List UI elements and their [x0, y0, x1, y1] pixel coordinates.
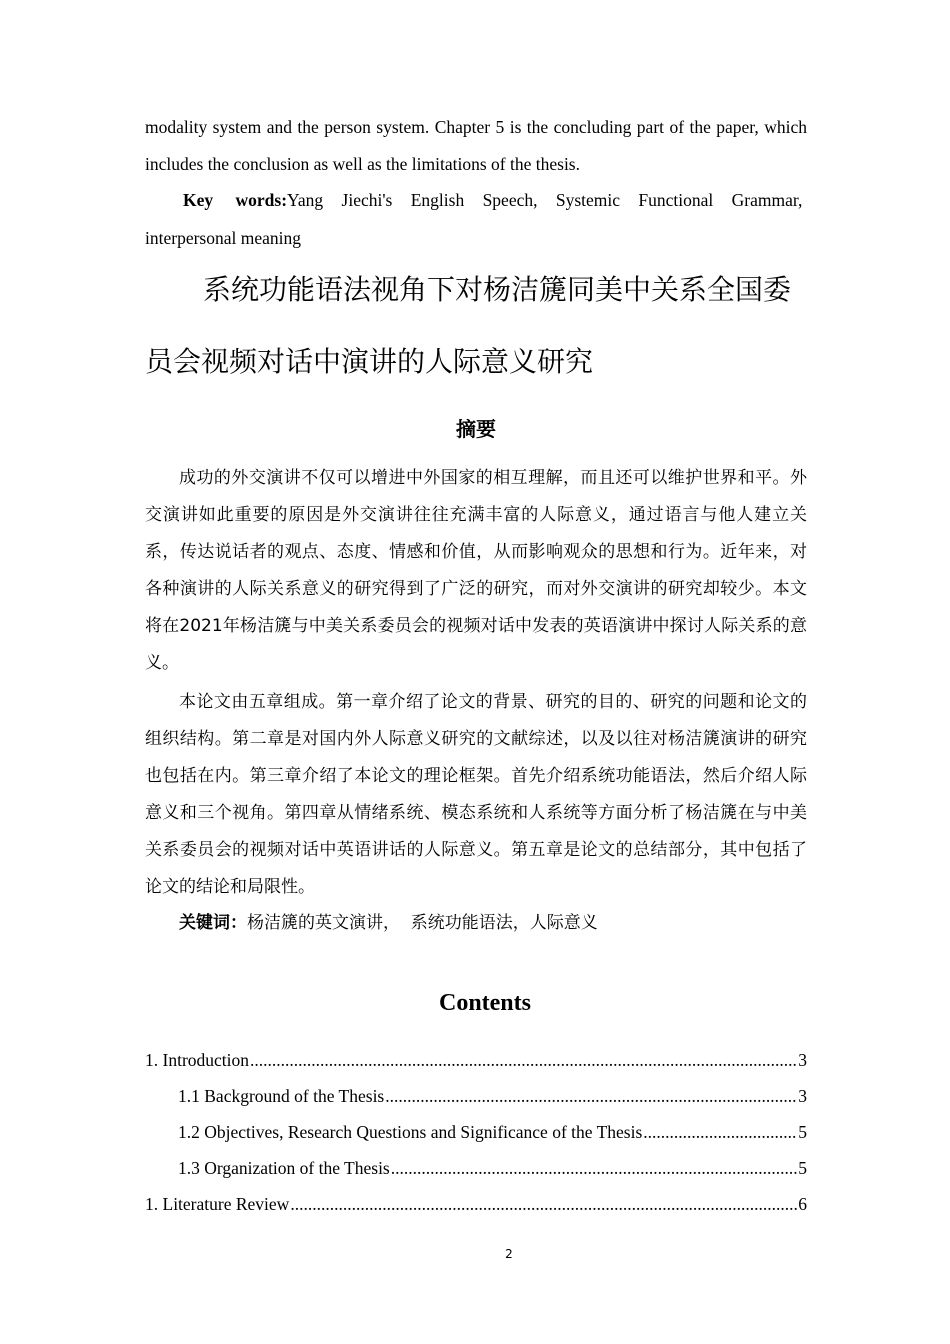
toc-leader-dots: [290, 1186, 797, 1222]
english-keywords-label: Key words:: [183, 190, 288, 210]
chinese-abstract-heading: 摘要: [456, 417, 496, 441]
toc-entry-title: 1. Literature Review: [145, 1194, 290, 1214]
toc-entry-title: 1. Introduction: [145, 1050, 250, 1070]
chinese-abstract-paragraph-1: 成功的外交演讲不仅可以增进中外国家的相互理解，而且还可以维护世界和平。外交演讲如此重要的原因是外交演讲往往充满丰富的人际意义，通过语言与他人建立关系，传达说话者的观点、态度、情感和价值，从而影响观众的思想和行为。近年来，对各种演讲的人际关系意义的研究得到了广泛的研究，而对外交演讲的研究却较少。本文将在2021年杨洁篪与中美关系委员会的视频对话中发表的英语演讲中探讨人际关系的意义。: [145, 468, 807, 673]
toc-leader-dots: [385, 1078, 797, 1114]
contents-heading: Contents: [438, 990, 531, 1016]
toc-entry-page: 3: [798, 1050, 807, 1070]
english-keywords-text-1: Yang Jiechi's English Speech, Systemic Functional Grammar,: [287, 190, 803, 210]
table-of-contents: [145, 1042, 807, 1222]
toc-entry[interactable]: [145, 1150, 807, 1186]
chinese-abstract-paragraph-2: 本论文由五章组成。第一章介绍了论文的背景、研究的目的、研究的问题和论文的组织结构。第二章是对国内外人际意义研究的文献综述，以及以往对杨洁篪演讲的研究也包括在内。第三章介绍了本论文的理论框架。首先介绍系统功能语法，然后介绍人际意义和三个视角。第四章从情绪系统、模态系统和人系统等方面分析了杨洁篪在与中美关系委员会的视频对话中英语讲话的人际意义。第五章是论文的总结部分，其中包括了论文的结论和局限性。: [145, 692, 807, 897]
page-number: 2: [505, 1247, 513, 1261]
chinese-keywords-label: 关键词：: [179, 913, 247, 933]
english-keywords-wrapper: [145, 182, 802, 219]
chinese-keywords-text: 杨洁篪的英文演讲， 系统功能语法，人际意义: [247, 913, 598, 933]
toc-entry[interactable]: [145, 1186, 807, 1222]
chinese-title-line-1: 系统功能语法视角下对杨洁篪同美中关系全国委: [203, 273, 792, 306]
english-abstract-continuation: modality system and the person system. Chapter 5 is the concluding part of the paper, which includes the conclusion as well as the limitations of the thesis.: [145, 117, 807, 174]
toc-entry-title: 1.3 Organization of the Thesis: [178, 1158, 390, 1178]
chinese-title-line-2: 员会视频对话中演讲的人际意义研究: [145, 345, 594, 378]
toc-entry[interactable]: [145, 1114, 807, 1150]
toc-leader-dots: [643, 1114, 797, 1150]
toc-entry-page: 5: [798, 1122, 807, 1142]
toc-entry-page: 6: [798, 1194, 807, 1214]
toc-entry-title: 1.2 Objectives, Research Questions and Significance of the Thesis: [178, 1122, 643, 1142]
toc-leader-dots: [250, 1042, 797, 1078]
english-keywords-line: [145, 182, 807, 219]
toc-entry-title: 1.1 Background of the Thesis: [178, 1086, 385, 1106]
toc-entry-page: 3: [798, 1086, 807, 1106]
toc-entry[interactable]: [145, 1078, 807, 1114]
toc-leader-dots: [391, 1150, 798, 1186]
chinese-keywords-line: [145, 905, 807, 942]
toc-entry[interactable]: [145, 1042, 807, 1078]
english-keywords-continued: interpersonal meaning: [145, 228, 301, 248]
toc-entry-page: 5: [798, 1158, 807, 1178]
